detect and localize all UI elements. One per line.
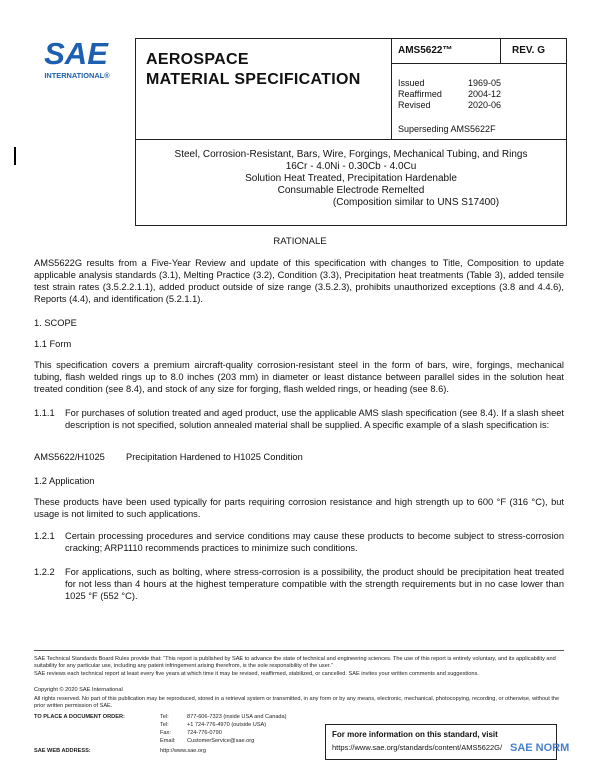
slash-spec-code: AMS5622/H1025 — [34, 452, 105, 462]
email-label: Email: — [160, 738, 176, 744]
desc-line5: (Composition similar to UNS S17400) — [332, 197, 500, 208]
footer-separator — [34, 650, 564, 651]
spec-title-line2: MATERIAL SPECIFICATION — [146, 71, 361, 88]
web-address[interactable]: http://www.sae.org — [160, 748, 207, 754]
desc-line1: Steel, Corrosion-Resistant, Bars, Wire, Forgings, Mechanical Tubing, and Rings — [174, 149, 528, 160]
slash-spec-description: Precipitation Hardened to H1025 Condition — [126, 452, 303, 462]
spec-title-cell — [136, 39, 392, 139]
form-text: This specification covers a premium aircraft-quality corrosion-resistant steel in the form of bars, wire, forgings, mechanical tubing, flash welded rings up to 8.0 inches (203 mm) in diameter or least distance between parallel sides in the solution heat treated condition (see 8.4), and stock of any size for forging, flash welded rings, or heading (see 8.6). — [34, 360, 564, 394]
application-text: These products have been used typically for parts requiring corrosion resistance and high strength up to 600 °F (316 °C), but usage is not limited to such applications. — [34, 497, 564, 519]
section-1-2-1-text: Certain processing procedures and service conditions may cause these products to become subject to stress-corrosion cracking; ARP1110 recommends practices to minimize such conditions. — [65, 531, 564, 553]
watermark: SAE NORM — [510, 742, 570, 754]
section-1-1-1-number: 1.1.1 — [34, 408, 55, 418]
info-box-link[interactable]: https://www.sae.org/standards/content/AMS5622G/ — [332, 743, 503, 752]
fax-number: 724-776-0790 — [187, 730, 222, 736]
footer-rights: All rights reserved. No part of this publication may be reproduced, stored in a retrieval system or transmitted, in any form or by any means, electronic, mechanical, photocopying, recording, or otherwise, without the prior written permission of SAE. — [34, 696, 560, 709]
tel2-label: Tel: — [160, 722, 169, 728]
change-bar — [14, 147, 16, 165]
dates-cell — [392, 64, 566, 139]
section-1-2-2-text: For applications, such as bolting, where stress-corrosion is a possibility, the product should be precipitation heat treated for not less than 4 hours at the highest temperature compatible with the strength requirements but in no case lower than 1025 °F (552 °C). — [65, 567, 564, 601]
sae-logo — [36, 34, 118, 84]
tel-label: Tel: — [160, 714, 169, 720]
footer-rules: SAE Technical Standards Board Rules provide that: “This report is published by SAE to advance the state of technical and engineering sciences. The use of this report is entirely voluntary, and its applicability and suitability for any particular use, including any patent infringement arising therefrom, is the sole responsibility of the user.” — [34, 656, 556, 669]
section-1-2-1-number: 1.2.1 — [34, 531, 55, 541]
section-application: 1.2 Application — [34, 476, 95, 486]
reaffirmed-date: 2004-12 — [468, 89, 502, 99]
spec-header — [135, 38, 567, 140]
revised-label: Revised — [398, 100, 431, 110]
revised-date: 2020-06 — [468, 100, 502, 110]
reaffirmed-label: Reaffirmed — [398, 89, 442, 99]
web-label: SAE WEB ADDRESS: — [34, 748, 91, 754]
section-1-1-1-text: For purchases of solution treated and aged product, use the applicable AMS slash specification (see 8.4). If a slash sheet description is not specified, solution annealed material shall be supplied. A specific example of a slash specification is: — [65, 408, 564, 430]
fax-label: Fax: — [160, 730, 171, 736]
sae-logo-mark: SAE — [44, 36, 108, 71]
sae-logo-subtitle: INTERNATIONAL® — [44, 71, 110, 80]
footer-review: SAE reviews each technical report at least every five years at which time it may be revised, reaffirmed, stabilized, or cancelled. SAE invites your written comments and suggestions. — [34, 671, 479, 677]
footer-copyright: Copyright © 2020 SAE International — [34, 687, 123, 693]
doc-number-cell — [392, 39, 501, 64]
issued-label: Issued — [398, 78, 425, 88]
tel2-number[interactable]: +1 724-776-4970 (outside USA) — [187, 722, 267, 728]
issued-date: 1969-05 — [468, 78, 502, 88]
email-address[interactable]: CustomerService@sae.org — [187, 738, 255, 744]
desc-line4: Consumable Electrode Remelted — [277, 185, 425, 196]
desc-line2: 16Cr - 4.0Ni - 0.30Cb - 4.0Cu — [285, 161, 417, 172]
section-scope: 1. SCOPE — [34, 318, 77, 328]
doc-number: AMS5622™ — [398, 45, 453, 56]
tel-number[interactable]: 877-606-7323 (inside USA and Canada) — [187, 714, 287, 720]
order-label: TO PLACE A DOCUMENT ORDER: — [34, 714, 125, 720]
spec-description — [135, 139, 567, 226]
revision: REV. G — [512, 45, 545, 56]
desc-line3: Solution Heat Treated, Precipitation Hardenable — [245, 173, 457, 184]
rationale-text: AMS5622G results from a Five-Year Review and update of this specification with changes to Title, Composition to update applicable analysis standards (3.1), Melting Practice (3.2), Condition (3.3), Precipitation heat treatments (Table 3), added tensile test strain rates (3.5.2.2.1.1), added product outside of size range (3.5.2.3), prohibits unauthorized exceptions (3.8 and 4.4.6), Reports (4.4), and identification (5.2.1.1). — [34, 258, 564, 304]
info-box-title: For more information on this standard, visit — [332, 730, 498, 739]
section-form: 1.1 Form — [34, 339, 72, 349]
revision-cell — [501, 39, 566, 64]
section-1-2-2-number: 1.2.2 — [34, 567, 55, 577]
superseding: Superseding AMS5622F — [398, 124, 496, 134]
spec-title-line1: AEROSPACE — [146, 51, 249, 68]
rationale-heading: RATIONALE — [273, 236, 327, 247]
